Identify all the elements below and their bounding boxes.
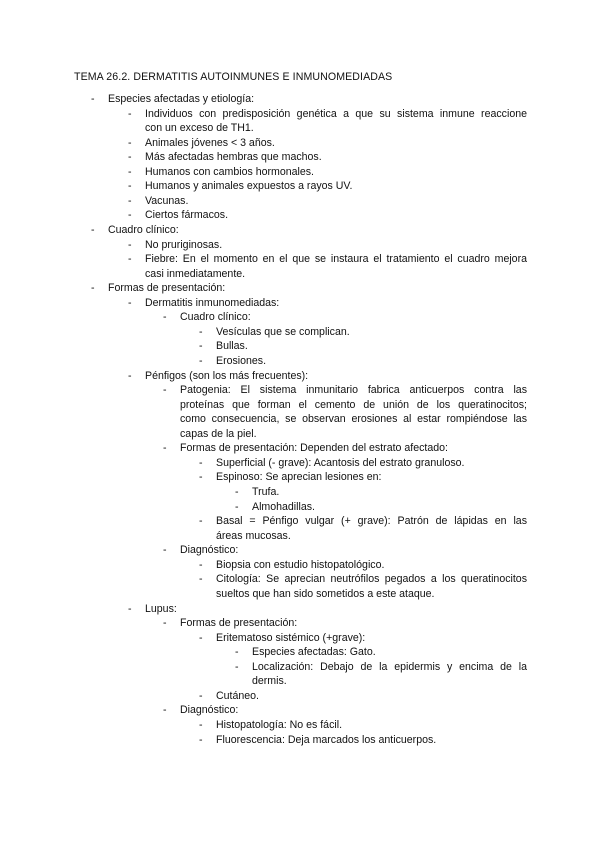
- bullet-dash: -: [128, 108, 132, 120]
- outline-line: Cutáneo.: [216, 690, 259, 702]
- bullet-dash: -: [163, 442, 167, 454]
- bullet-dash: -: [128, 297, 132, 309]
- outline-line: Diagnóstico:: [180, 544, 239, 556]
- bullet-dash: -: [128, 253, 132, 265]
- outline-line: casi inmediatamente.: [145, 268, 246, 280]
- bullet-dash: -: [128, 195, 132, 207]
- bullet-dash: -: [91, 224, 95, 236]
- outline-line: Vesículas que se complican.: [216, 326, 350, 338]
- outline-line: Erosiones.: [216, 355, 267, 367]
- outline-line: Individuos con predisposición genética a que su sistema inmune reaccione: [145, 108, 527, 120]
- page-title: TEMA 26.2. DERMATITIS AUTOINMUNES E INMUNOMEDIADAS: [74, 71, 393, 83]
- outline-line: Cuadro clínico:: [180, 311, 251, 323]
- bullet-dash: -: [128, 370, 132, 382]
- outline-line: No pruriginosas.: [145, 239, 223, 251]
- bullet-dash: -: [199, 734, 203, 746]
- bullet-dash: -: [199, 559, 203, 571]
- bullet-dash: -: [199, 690, 203, 702]
- outline-line: Ciertos fármacos.: [145, 209, 229, 221]
- bullet-dash: -: [199, 515, 203, 527]
- outline-line: dermis.: [252, 675, 287, 687]
- outline-line: como consecuencia, se observan erosiones al estar rompiéndose las: [180, 413, 527, 425]
- bullet-dash: -: [199, 326, 203, 338]
- outline-line: Dermatitis inmunomediadas:: [145, 297, 280, 309]
- bullet-dash: -: [128, 180, 132, 192]
- outline-line: Formas de presentación:: [180, 617, 298, 629]
- bullet-dash: -: [91, 282, 95, 294]
- bullet-dash: -: [163, 704, 167, 716]
- outline-line: capas de la piel.: [180, 428, 257, 440]
- bullet-dash: -: [235, 646, 239, 658]
- outline-line: Cuadro clínico:: [108, 224, 179, 236]
- outline-line: Almohadillas.: [252, 501, 316, 513]
- outline-line: Más afectadas hembras que machos.: [145, 151, 322, 163]
- outline-line: Histopatología: No es fácil.: [216, 719, 343, 731]
- outline-line: Pénfigos (son los más frecuentes):: [145, 370, 309, 382]
- outline-line: Localización: Debajo de la epidermis y encima de la: [252, 661, 527, 673]
- bullet-dash: -: [163, 544, 167, 556]
- outline-line: Eritematoso sistémico (+grave):: [216, 632, 366, 644]
- outline-line: Biopsia con estudio histopatológico.: [216, 559, 385, 571]
- outline-line: Basal = Pénfigo vulgar (+ grave): Patrón de lápidas en las: [216, 515, 527, 527]
- outline-line: Espinoso: Se aprecian lesiones en:: [216, 471, 382, 483]
- outline-line: Superficial (- grave): Acantosis del estrato granuloso.: [216, 457, 465, 469]
- bullet-dash: -: [199, 471, 203, 483]
- outline-line: sueltos que han sido sometidos a este ataque.: [216, 588, 435, 600]
- bullet-dash: -: [91, 93, 95, 105]
- bullet-dash: -: [199, 457, 203, 469]
- outline-line: áreas mucosas.: [216, 530, 291, 542]
- bullet-dash: -: [163, 311, 167, 323]
- outline-line: Humanos y animales expuestos a rayos UV.: [145, 180, 353, 192]
- outline-line: Animales jóvenes < 3 años.: [145, 137, 275, 149]
- bullet-dash: -: [199, 719, 203, 731]
- outline-line: Diagnóstico:: [180, 704, 239, 716]
- outline-line: Formas de presentación:: [108, 282, 226, 294]
- outline-line: Patogenia: El sistema inmunitario fabrica anticuerpos contra las: [180, 384, 527, 396]
- outline-line: Formas de presentación: Dependen del estrato afectado:: [180, 442, 448, 454]
- outline-line: Citología: Se aprecian neutrófilos pegados a los queratinocitos: [216, 573, 527, 585]
- bullet-dash: -: [163, 384, 167, 396]
- bullet-dash: -: [128, 151, 132, 163]
- outline-line: Trufa.: [252, 486, 280, 498]
- bullet-dash: -: [199, 632, 203, 644]
- outline-line: Humanos con cambios hormonales.: [145, 166, 314, 178]
- bullet-dash: -: [128, 137, 132, 149]
- bullet-dash: -: [199, 573, 203, 585]
- outline-line: Especies afectadas y etiología:: [108, 93, 255, 105]
- bullet-dash: -: [128, 166, 132, 178]
- outline-line: con un exceso de TH1.: [145, 122, 254, 134]
- outline-line: proteínas que forman el cemento de unión de los queratinocitos;: [180, 399, 527, 411]
- bullet-dash: -: [128, 209, 132, 221]
- bullet-dash: -: [128, 239, 132, 251]
- outline-line: Fiebre: En el momento en el que se instaura el tratamiento el cuadro mejora: [145, 253, 527, 265]
- bullet-dash: -: [235, 501, 239, 513]
- outline-line: Bullas.: [216, 340, 248, 352]
- bullet-dash: -: [199, 340, 203, 352]
- bullet-dash: -: [163, 617, 167, 629]
- outline-line: Especies afectadas: Gato.: [252, 646, 376, 658]
- outline-line: Vacunas.: [145, 195, 189, 207]
- bullet-dash: -: [235, 486, 239, 498]
- outline-line: Lupus:: [145, 603, 177, 615]
- bullet-dash: -: [199, 355, 203, 367]
- bullet-dash: -: [128, 603, 132, 615]
- outline-line: Fluorescencia: Deja marcados los anticuerpos.: [216, 734, 437, 746]
- bullet-dash: -: [235, 661, 239, 673]
